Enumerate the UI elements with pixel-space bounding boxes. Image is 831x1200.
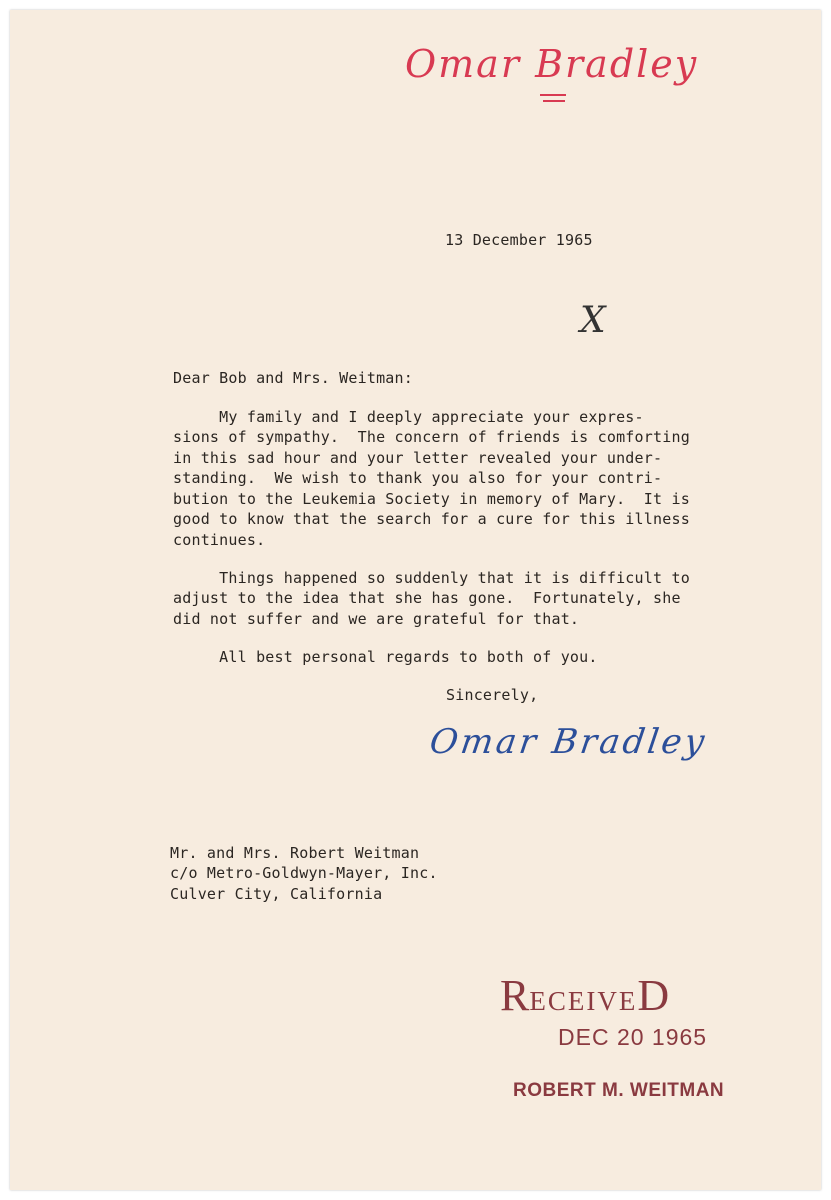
stamp-last-letter: D [637,971,670,1020]
stamp-date: DEC 20 1965 [558,1024,708,1050]
text-line: in this sad hour and your letter revealed your under- [173,449,663,467]
address-line: Culver City, California [170,885,383,903]
text-line: standing. We wish to thank you also for your contri- [173,469,663,487]
salutation: Dear Bob and Mrs. Weitman: [173,369,413,387]
stamp-recipient-name: ROBERT M. WEITMAN [513,1080,725,1101]
stamp-middle-letters: ECEIVE [529,986,638,1016]
signature-underline [540,94,566,96]
top-handwritten-signature: Omar Bradley [405,42,699,86]
handwritten-signature: Omar Bradley [427,722,710,762]
text-line: continues. [173,531,266,549]
stamp-first-letter: R [500,971,530,1020]
text-line: My family and I deeply appreciate your expres- [173,408,644,426]
text-line: good to know that the search for a cure for this illness [173,510,690,528]
signature-underline [543,100,565,102]
stamp-received-word [500,970,669,1021]
address-line: Mr. and Mrs. Robert Weitman [170,844,420,862]
text-line: bution to the Leukemia Society in memory of Mary. It is [173,490,690,508]
text-line: Things happened so suddenly that it is difficult to [173,569,690,587]
address-line: c/o Metro-Goldwyn-Mayer, Inc. [170,864,438,882]
paragraph-3: All best personal regards to both of you. [173,648,598,666]
handwritten-x-mark: X [580,300,606,341]
letter-date: 13 December 1965 [445,231,593,249]
closing: Sincerely, [446,686,539,704]
text-line: adjust to the idea that she has gone. Fortunately, she [173,589,681,607]
letter-page [10,10,821,1190]
text-line: sions of sympathy. The concern of friends is comforting [173,428,690,446]
text-line: did not suffer and we are grateful for that. [173,610,580,628]
